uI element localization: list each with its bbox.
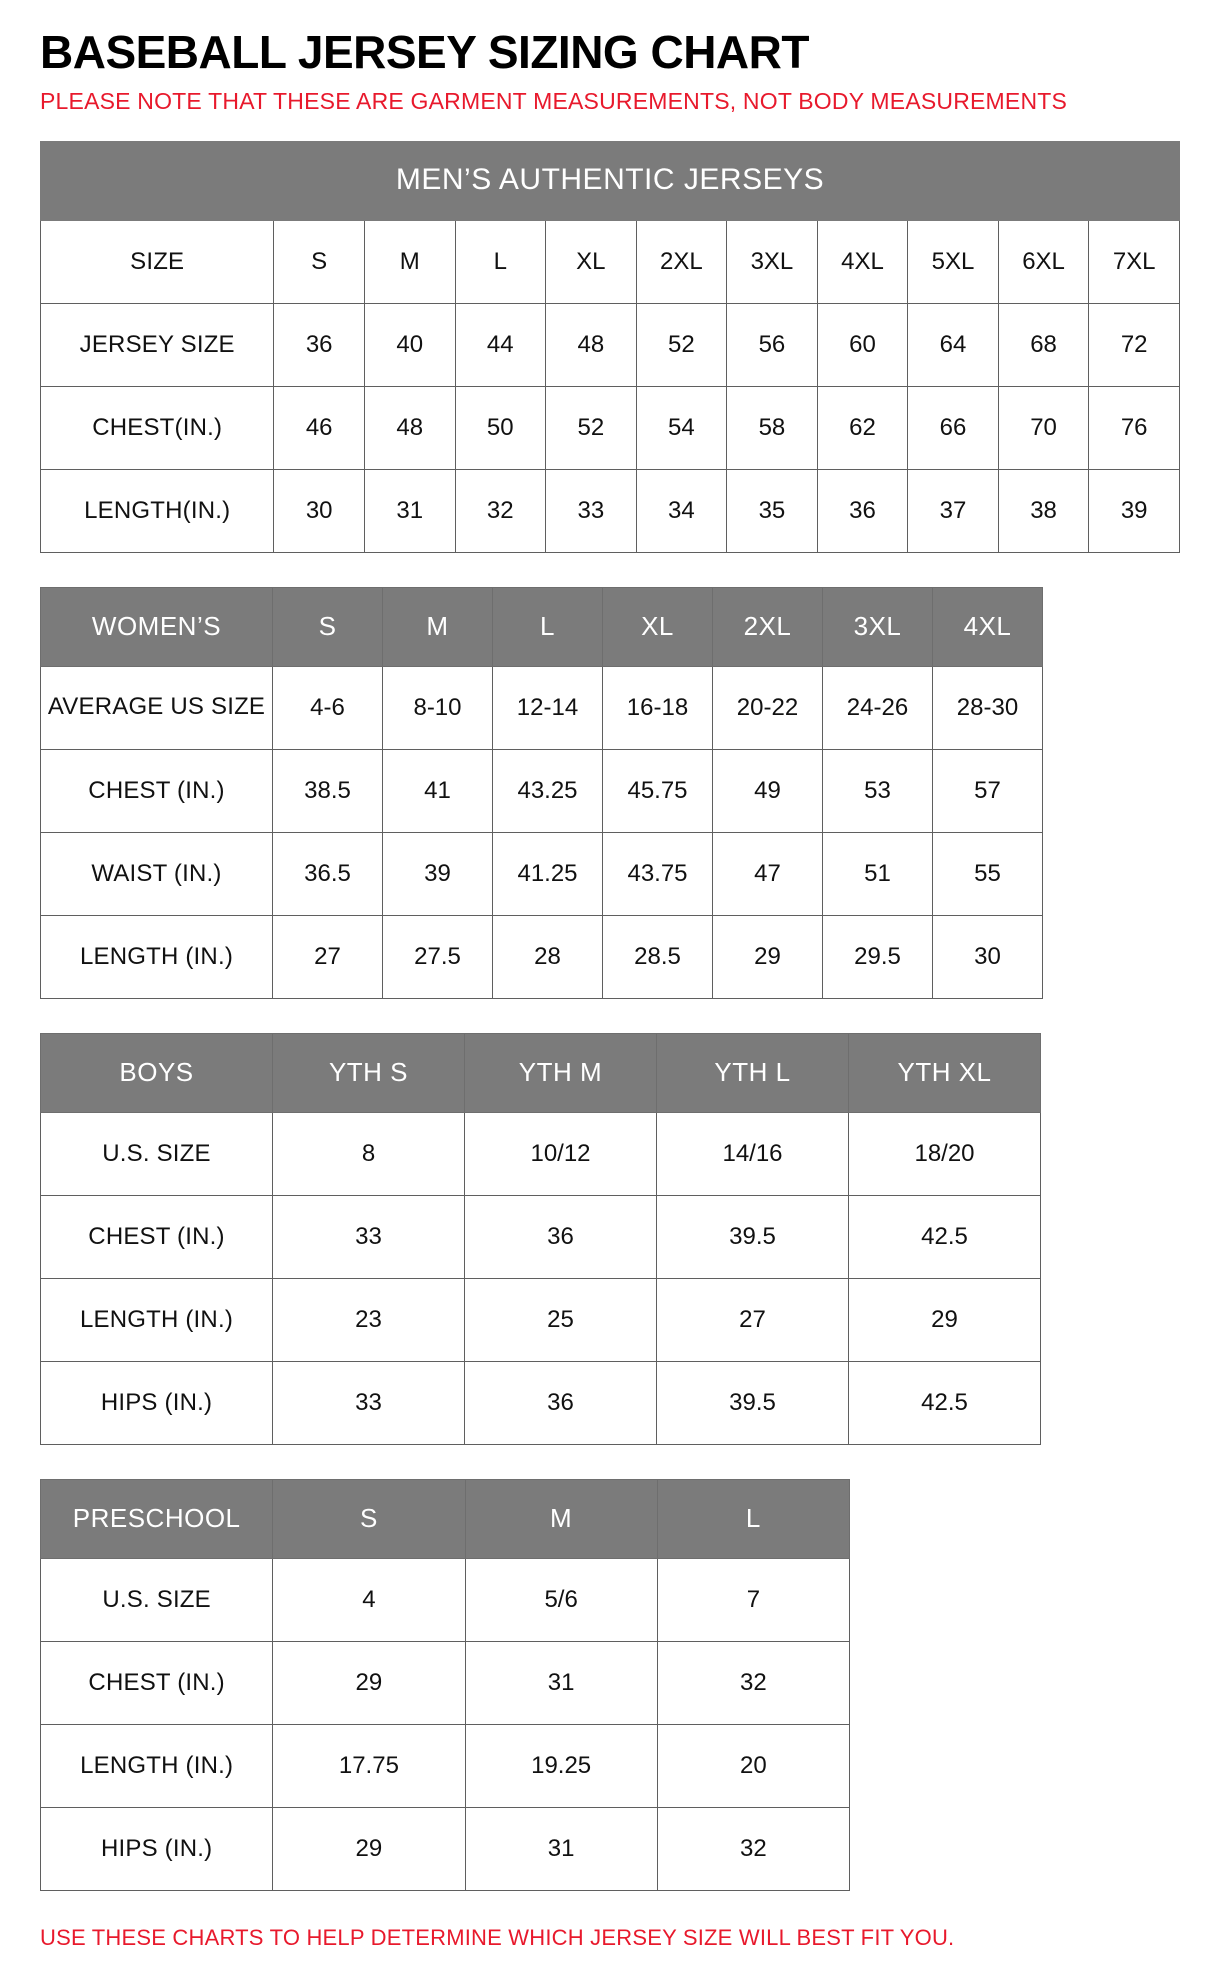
row-label: LENGTH (IN.) (41, 1278, 273, 1361)
data-cell: 43.25 (493, 749, 603, 832)
data-cell: 76 (1089, 386, 1180, 469)
table-header-row (41, 1033, 1041, 1112)
data-cell: 49 (713, 749, 823, 832)
data-cell: 36 (274, 303, 365, 386)
table-header-row (41, 220, 1180, 303)
data-cell: 25 (465, 1278, 657, 1361)
data-cell: 48 (546, 303, 637, 386)
data-cell: 16-18 (603, 666, 713, 749)
data-cell: 23 (273, 1278, 465, 1361)
row-label: LENGTH(IN.) (41, 469, 274, 552)
data-cell: 36 (465, 1361, 657, 1444)
table-row (41, 832, 1043, 915)
table-row (41, 386, 1180, 469)
mens-size-cell: S (274, 220, 365, 303)
row-label: JERSEY SIZE (41, 303, 274, 386)
mens-size-cell: 2XL (636, 220, 727, 303)
data-cell: 58 (727, 386, 818, 469)
table-row (41, 303, 1180, 386)
row-label: CHEST(IN.) (41, 386, 274, 469)
data-cell: 30 (933, 915, 1043, 998)
data-cell: 60 (817, 303, 908, 386)
data-cell: 39.5 (657, 1195, 849, 1278)
data-cell: 38.5 (273, 749, 383, 832)
table-header-row (41, 1479, 850, 1558)
data-cell: 8 (273, 1112, 465, 1195)
data-cell: 33 (546, 469, 637, 552)
womens-size-cell: 2XL (713, 587, 823, 666)
womens-size-cell: XL (603, 587, 713, 666)
data-cell: 4-6 (273, 666, 383, 749)
mens-size-cell: XL (546, 220, 637, 303)
data-cell: 50 (455, 386, 546, 469)
data-cell: 31 (465, 1641, 657, 1724)
preschool-sizing-table (40, 1479, 850, 1891)
mens-size-cell: 3XL (727, 220, 818, 303)
data-cell: 56 (727, 303, 818, 386)
data-cell: 29 (713, 915, 823, 998)
data-cell: 41 (383, 749, 493, 832)
data-cell: 27 (273, 915, 383, 998)
data-cell: 38 (998, 469, 1089, 552)
data-cell: 28 (493, 915, 603, 998)
table-row (41, 1278, 1041, 1361)
mens-size-cell: 4XL (817, 220, 908, 303)
mens-size-cell: M (364, 220, 455, 303)
data-cell: 29.5 (823, 915, 933, 998)
table-row (41, 1807, 850, 1890)
data-cell: 32 (657, 1807, 849, 1890)
data-cell: 39 (383, 832, 493, 915)
data-cell: 39 (1089, 469, 1180, 552)
row-label: LENGTH (IN.) (41, 915, 273, 998)
mens-head-label: SIZE (41, 220, 274, 303)
data-cell: 31 (364, 469, 455, 552)
row-label: CHEST (IN.) (41, 1641, 273, 1724)
data-cell: 54 (636, 386, 727, 469)
mens-size-cell: L (455, 220, 546, 303)
data-cell: 36 (817, 469, 908, 552)
data-cell: 30 (274, 469, 365, 552)
womens-size-cell: M (383, 587, 493, 666)
data-cell: 27 (657, 1278, 849, 1361)
boys-size-cell: YTH S (273, 1033, 465, 1112)
data-cell: 33 (273, 1195, 465, 1278)
data-cell: 53 (823, 749, 933, 832)
data-cell: 36 (465, 1195, 657, 1278)
boys-size-cell: YTH XL (849, 1033, 1041, 1112)
womens-size-cell: L (493, 587, 603, 666)
boys-sizing-table (40, 1033, 1041, 1445)
table-row (41, 469, 1180, 552)
womens-size-cell: 4XL (933, 587, 1043, 666)
table-header-row (41, 587, 1043, 666)
data-cell: 47 (713, 832, 823, 915)
mens-size-cell: 6XL (998, 220, 1089, 303)
preschool-size-cell: L (657, 1479, 849, 1558)
data-cell: 44 (455, 303, 546, 386)
data-cell: 19.25 (465, 1724, 657, 1807)
row-label: WAIST (IN.) (41, 832, 273, 915)
data-cell: 31 (465, 1807, 657, 1890)
data-cell: 39.5 (657, 1361, 849, 1444)
data-cell: 28-30 (933, 666, 1043, 749)
womens-size-cell: 3XL (823, 587, 933, 666)
data-cell: 35 (727, 469, 818, 552)
womens-sizing-table (40, 587, 1043, 999)
data-cell: 29 (273, 1807, 465, 1890)
data-cell: 52 (636, 303, 727, 386)
boys-size-cell: YTH L (657, 1033, 849, 1112)
table-row (41, 749, 1043, 832)
data-cell: 55 (933, 832, 1043, 915)
womens-size-cell: S (273, 587, 383, 666)
table-row (41, 1112, 1041, 1195)
boys-head-label: BOYS (41, 1033, 273, 1112)
table-row (41, 1361, 1041, 1444)
data-cell: 33 (273, 1361, 465, 1444)
data-cell: 32 (455, 469, 546, 552)
data-cell: 24-26 (823, 666, 933, 749)
data-cell: 66 (908, 386, 999, 469)
womens-head-label: WOMEN’S (41, 587, 273, 666)
preschool-head-label: PRESCHOOL (41, 1479, 273, 1558)
row-label: U.S. SIZE (41, 1558, 273, 1641)
row-label: U.S. SIZE (41, 1112, 273, 1195)
data-cell: 43.75 (603, 832, 713, 915)
mens-size-cell: 5XL (908, 220, 999, 303)
data-cell: 29 (273, 1641, 465, 1724)
row-label: HIPS (IN.) (41, 1361, 273, 1444)
data-cell: 36.5 (273, 832, 383, 915)
data-cell: 40 (364, 303, 455, 386)
data-cell: 68 (998, 303, 1089, 386)
data-cell: 45.75 (603, 749, 713, 832)
row-label: CHEST (IN.) (41, 749, 273, 832)
data-cell: 27.5 (383, 915, 493, 998)
data-cell: 10/12 (465, 1112, 657, 1195)
table-row (41, 666, 1043, 749)
data-cell: 20 (657, 1724, 849, 1807)
data-cell: 51 (823, 832, 933, 915)
data-cell: 12-14 (493, 666, 603, 749)
data-cell: 62 (817, 386, 908, 469)
data-cell: 37 (908, 469, 999, 552)
data-cell: 46 (274, 386, 365, 469)
data-cell: 17.75 (273, 1724, 465, 1807)
table-row (41, 1724, 850, 1807)
row-label: LENGTH (IN.) (41, 1724, 273, 1807)
data-cell: 18/20 (849, 1112, 1041, 1195)
mens-size-cell: 7XL (1089, 220, 1180, 303)
data-cell: 14/16 (657, 1112, 849, 1195)
table-row (41, 915, 1043, 998)
data-cell: 8-10 (383, 666, 493, 749)
data-cell: 28.5 (603, 915, 713, 998)
data-cell: 42.5 (849, 1195, 1041, 1278)
row-label: AVERAGE US SIZE (41, 666, 273, 749)
data-cell: 20-22 (713, 666, 823, 749)
row-label: CHEST (IN.) (41, 1195, 273, 1278)
data-cell: 5/6 (465, 1558, 657, 1641)
data-cell: 4 (273, 1558, 465, 1641)
table-row (41, 1558, 850, 1641)
data-cell: 41.25 (493, 832, 603, 915)
preschool-size-cell: S (273, 1479, 465, 1558)
data-cell: 70 (998, 386, 1089, 469)
table-row (41, 1195, 1041, 1278)
preschool-size-cell: M (465, 1479, 657, 1558)
data-cell: 57 (933, 749, 1043, 832)
mens-banner: MEN’S AUTHENTIC JERSEYS (41, 141, 1180, 220)
data-cell: 7 (657, 1558, 849, 1641)
table-row (41, 1641, 850, 1724)
data-cell: 42.5 (849, 1361, 1041, 1444)
row-label: HIPS (IN.) (41, 1807, 273, 1890)
data-cell: 29 (849, 1278, 1041, 1361)
garment-measurement-note: PLEASE NOTE THAT THESE ARE GARMENT MEASUREMENTS, NOT BODY MEASUREMENTS (40, 88, 1068, 115)
data-cell: 72 (1089, 303, 1180, 386)
data-cell: 64 (908, 303, 999, 386)
data-cell: 48 (364, 386, 455, 469)
table-banner-row (41, 141, 1180, 220)
page-title: BASEBALL JERSEY SIZING CHART (40, 26, 809, 78)
data-cell: 34 (636, 469, 727, 552)
mens-sizing-table (40, 141, 1180, 553)
data-cell: 32 (657, 1641, 849, 1724)
boys-size-cell: YTH M (465, 1033, 657, 1112)
data-cell: 52 (546, 386, 637, 469)
footer-note: USE THESE CHARTS TO HELP DETERMINE WHICH JERSEY SIZE WILL BEST FIT YOU. (40, 1924, 955, 1950)
